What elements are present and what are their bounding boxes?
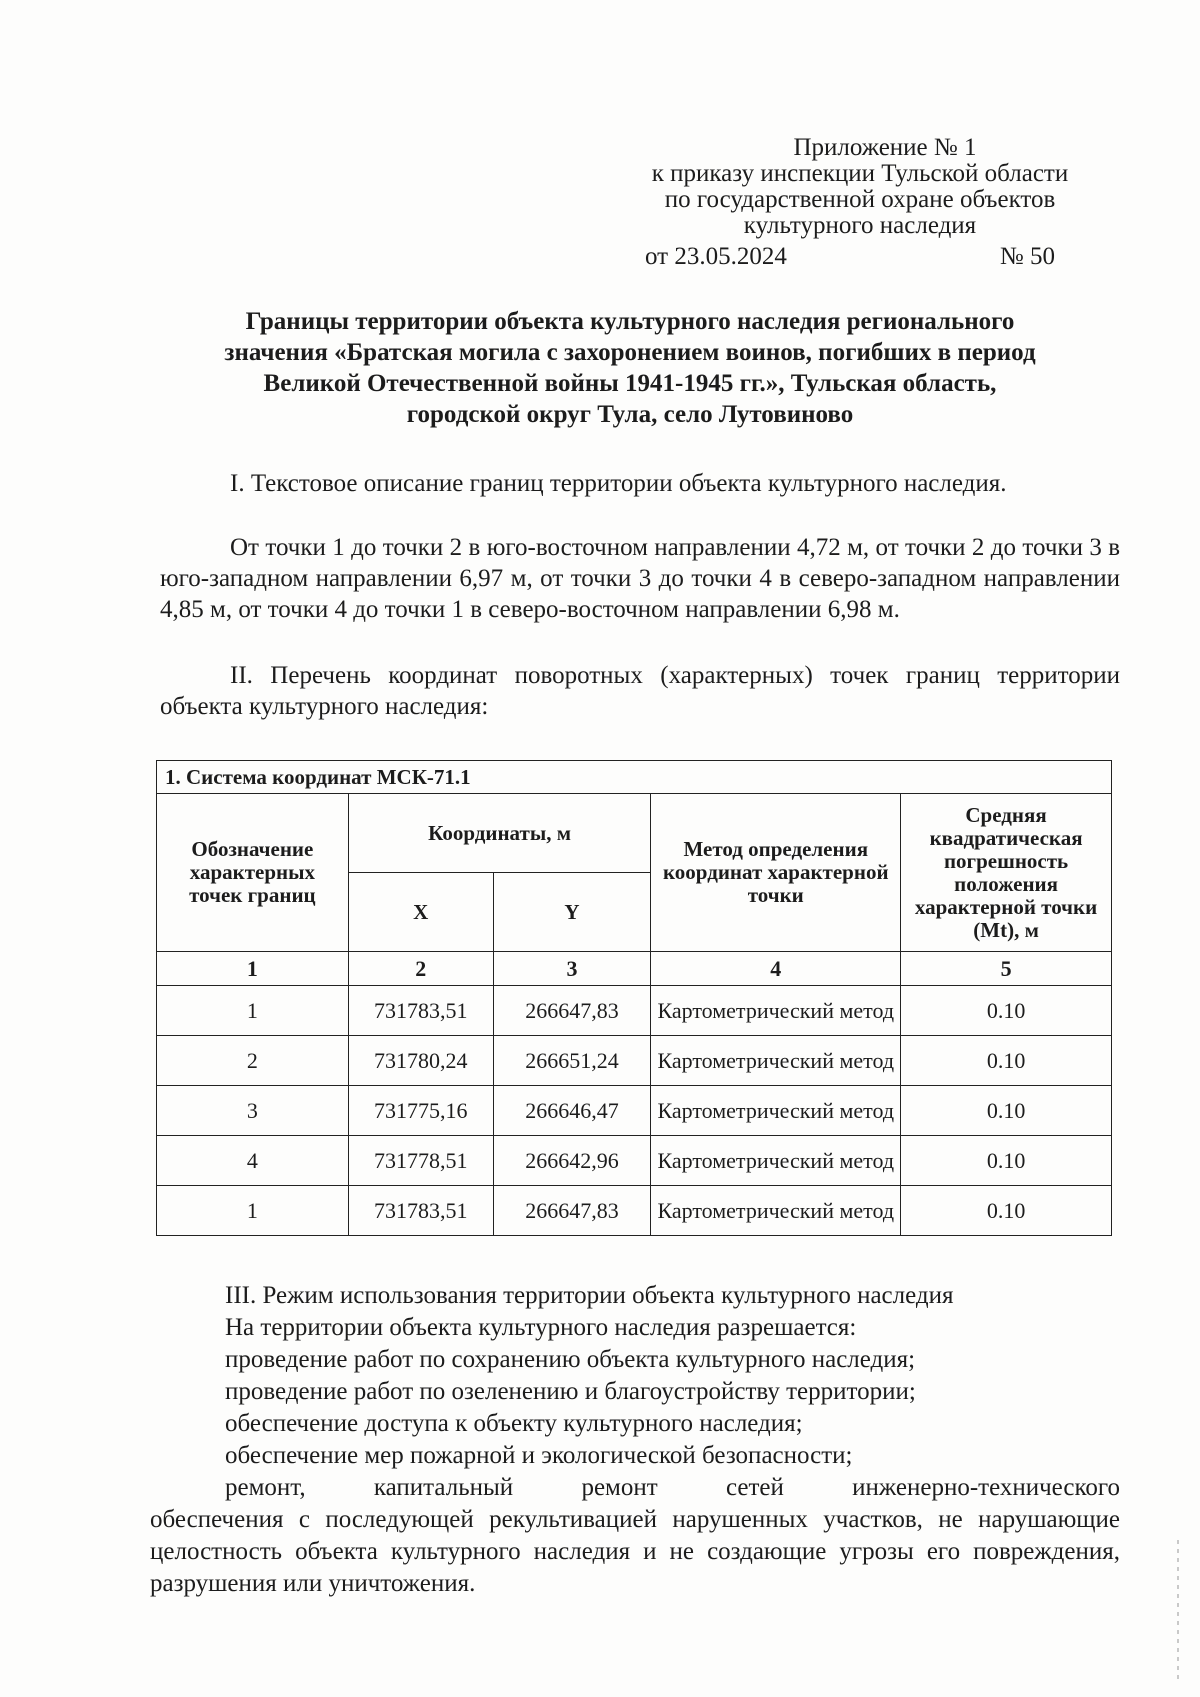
document-title: [150, 306, 1110, 430]
section-3: [150, 1280, 1120, 1600]
section-3-heading: III. Режим использования территории объекта культурного наследия: [225, 1282, 954, 1309]
column-number: 2: [348, 952, 493, 986]
column-number: 4: [651, 952, 901, 986]
title-line: Великой Отечественной войны 1941-1945 гг.», Тульская область,: [263, 370, 997, 397]
method: Картометрический метод: [651, 986, 901, 1036]
order-date: от 23.05.2024: [645, 243, 787, 270]
table-row: [157, 1186, 1112, 1236]
list-item: обеспечение мер пожарной и экологической безопасности;: [225, 1442, 853, 1469]
title-line: значения «Братская могила с захоронением воинов, погибших в период: [224, 339, 1036, 366]
method: Картометрический метод: [651, 1086, 901, 1136]
coordinate-system: 1. Система координат МСК-71.1: [157, 761, 1112, 794]
order-number: № 50: [999, 243, 1055, 270]
point-id: 2: [157, 1036, 349, 1086]
section-1-heading: I. Текстовое описание границ территории объекта культурного наследия.: [230, 470, 1007, 497]
coord-x: 731778,51: [348, 1136, 493, 1186]
column-number: 5: [901, 952, 1112, 986]
point-id: 3: [157, 1086, 349, 1136]
error-value: 0.10: [901, 1136, 1112, 1186]
section-3-intro: На территории объекта культурного наследия разрешается:: [225, 1314, 857, 1341]
appendix-order-ref-3: культурного наследия: [743, 212, 977, 239]
title-line: городской округ Тула, село Лутовиново: [406, 401, 854, 428]
table-row: [157, 1036, 1112, 1086]
list-item-repair-continued: обеспечения с последующей рекультивацией нарушенных участков, не нарушающие целостность объекта культурного наследия и не создающие угрозы его повреждения, разрушения или уничтожения.: [150, 1506, 1120, 1597]
coordinates-table: [156, 760, 1112, 1236]
header-error: Средняя квадратическая погрешность положения характерной точки (Mt), м: [901, 794, 1112, 952]
error-value: 0.10: [901, 1086, 1112, 1136]
section-1-text: От точки 1 до точки 2 в юго-восточном направлении 4,72 м, от точки 2 до точки 3 в юго-западном направлении 6,97 м, от точки 3 до точки 4 в северо-западном направлении 4,85 м, от точки 4 до точки 1 в северо-восточном направлении 6,98 м.: [160, 534, 1120, 623]
table-row: [157, 986, 1112, 1036]
table-row: [157, 1136, 1112, 1186]
scan-margin-mark: [1177, 1540, 1179, 1680]
appendix-header: [610, 135, 1110, 239]
point-id: 1: [157, 986, 349, 1036]
title-line: Границы территории объекта культурного наследия регионального: [245, 308, 1015, 335]
list-item: обеспечение доступа к объекту культурного наследия;: [225, 1410, 803, 1437]
header-designation: Обозначение характерных точек границ: [157, 794, 349, 952]
order-date-number: [645, 243, 1055, 271]
error-value: 0.10: [901, 1186, 1112, 1236]
column-number-row: [157, 952, 1112, 986]
header-method: Метод определения координат характерной точки: [651, 794, 901, 952]
error-value: 0.10: [901, 1036, 1112, 1086]
coord-x: 731775,16: [348, 1086, 493, 1136]
appendix-number: Приложение № 1: [793, 134, 977, 161]
column-number: 3: [493, 952, 651, 986]
table-row: [157, 1086, 1112, 1136]
method: Картометрический метод: [651, 1036, 901, 1086]
coord-y: 266642,96: [493, 1136, 651, 1186]
appendix-order-ref: к приказу инспекции Тульской области: [651, 160, 1069, 187]
error-value: 0.10: [901, 986, 1112, 1036]
header-coordinates: Координаты, м: [348, 794, 651, 873]
point-id: 4: [157, 1136, 349, 1186]
column-number: 1: [157, 952, 349, 986]
header-x: X: [348, 873, 493, 952]
coord-x: 731780,24: [348, 1036, 493, 1086]
list-item: проведение работ по сохранению объекта культурного наследия;: [225, 1346, 916, 1373]
list-item: проведение работ по озеленению и благоустройству территории;: [225, 1378, 916, 1405]
point-id: 1: [157, 1186, 349, 1236]
method: Картометрический метод: [651, 1186, 901, 1236]
section-2-heading: II. Перечень координат поворотных (характерных) точек границ территории объекта культурного наследия:: [160, 662, 1120, 720]
coord-y: 266647,83: [493, 986, 651, 1036]
coord-y: 266646,47: [493, 1086, 651, 1136]
header-y: Y: [493, 873, 651, 952]
coord-x: 731783,51: [348, 986, 493, 1036]
coord-x: 731783,51: [348, 1186, 493, 1236]
coord-y: 266651,24: [493, 1036, 651, 1086]
list-item-repair: ремонт, капитальный ремонт сетей инженерно-технического: [225, 1474, 1120, 1501]
appendix-order-ref-2: по государственной охране объектов: [664, 186, 1056, 213]
method: Картометрический метод: [651, 1136, 901, 1186]
coord-y: 266647,83: [493, 1186, 651, 1236]
